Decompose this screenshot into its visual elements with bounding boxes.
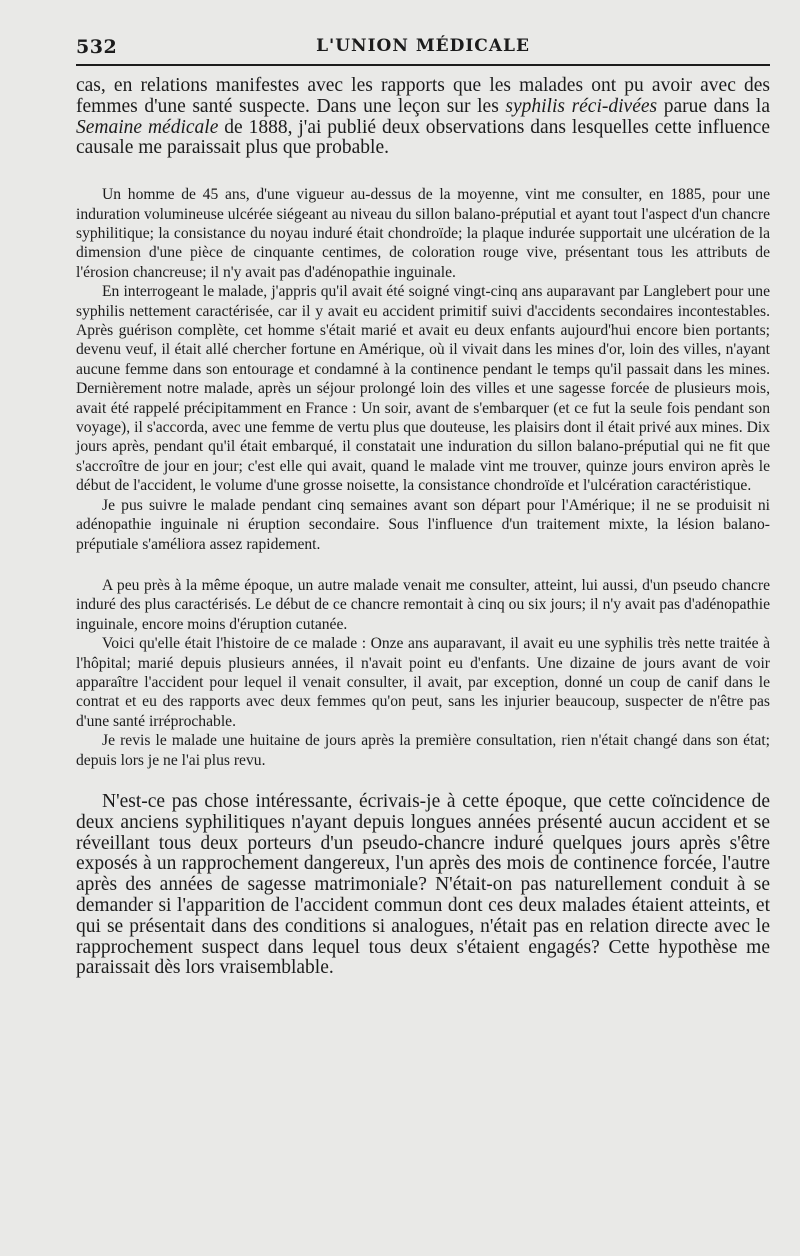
intro-paragraph: [76, 76, 770, 159]
conclusion-paragraph: N'est-ce pas chose intéressante, écrivais-je à cette époque, que cette coïncidence de deux anciens syphilitiques n'ayant depuis longues années présenté aucun accident et se réveillant tous deux porteurs d'un pseudo-chancre induré quelques jours après s'être exposés à un rapprochement dangereux, l'un après des mois de continence forcée, l'autre après des années de sagesse matrimoniale? N'était-on pas naturellement conduit à se demander si l'apparition de l'accident commun dont ces deux malades étaient atteints, et qui se présentait dans des conditions si analogues, n'était pas en relation directe avec le rapprochement suspect dans lequel tous deux s'étaient engagés? Cette hypothèse me paraissait dès lors vraisemblable.: [76, 790, 770, 979]
page-header: [76, 30, 770, 64]
case2-paragraph-2: Voici qu'elle était l'histoire de ce malade : Onze ans auparavant, il avait eu une syphilis très nette traitée à l'hôpital; marié depuis plusieurs années, il n'avait point eu d'enfants. Une dizaine de jours avant de voir apparaître l'accident pour lequel il venait consulter, il avait, par exception, donné un coup de canif dans le contrat et eu des rapports avec deux femmes qu'on peut, sans les injurier beaucoup, suspecter de n'être pas d'une santé irréprochable.: [76, 635, 770, 730]
intro-italic-title-2: Semaine médicale: [76, 116, 219, 138]
case1-paragraph-2: En interrogeant le malade, j'appris qu'il avait été soigné vingt-cinq ans auparavant par Langlebert pour une syphilis nettement caractérisée, car il y avait eu accident primitif suivi d'accidents secondaires incontestables. Après guérison complète, cet homme s'était marié et avait eu deux enfants aujourd'hui encore bien portants; devenu veuf, il était allé chercher fortune en Amérique, où il vivait dans les mines d'or, loin des villes, n'ayant aucune femme dans son entourage et condamné à la continence pendant le temps qu'il passait dans les mines. Dernièrement notre malade, après un séjour prolongé loin des villes et une sagesse forcée de plusieurs mois, avait été rappelé précipitamment en France : Un soir, avant de s'embarquer (et ce fut la seule fois pendant son voyage), il s'accorda, avec une femme de vertu plus que douteuse, les plaisirs dont il était privé aux mines. Dix jours après, pendant qu'il était embarqué, il constatait une induration du sillon balano-préputial qui ne fit que s'accroître de jour en jour; c'est elle qui avait, quand le malade vint me trouver, quinze jours environ après le début de l'accident, le volume d'une grosse noisette, la consistance chondroïde et l'ulcération caractéristique.: [76, 283, 770, 495]
intro-italic-title-1: syphilis réci-divées: [505, 95, 658, 117]
case1-paragraph-1: Un homme de 45 ans, d'une vigueur au-dessus de la moyenne, vint me consulter, en 1885, pour une induration volumineuse ulcérée siégeant au niveau du sillon balano-préputial et ayant tout l'aspect d'un chancre syphilitique; la consistance du noyau induré était chondroïde; la plaque indurée supportait une ulcération de la dimension d'une pièce de cinquante centimes, de coloration rouge vive, présentant tous les attributs de l'érosion chancreuse; il n'y avait pas d'adénopathie inguinale.: [76, 186, 770, 281]
running-title: L'UNION MÉDICALE: [316, 36, 530, 56]
intro-text-1: cas, en relations manifestes avec les rapports que les malades ont pu avoir avec des femmes d'une santé suspecte. Dans une leçon sur les: [76, 75, 770, 117]
case2-paragraph-1: A peu près à la même époque, un autre malade venait me consulter, atteint, lui aussi, d'un pseudo chancre induré des plus caractérisés. Le début de ce chancre remontait à cinq ou six jours; il n'y avait pas d'adénopathie inguinale, encore moins d'éruption cutanée.: [76, 576, 770, 633]
header-rule: [76, 64, 770, 66]
page-number: 532: [76, 36, 118, 58]
intro-text-2: parue dans la: [657, 95, 770, 117]
intro-text-3: de 1888, j'ai publié deux observations dans lesquelles cette influence causale me paraissait plus que probable.: [76, 116, 770, 159]
case1-paragraph-3: Je pus suivre le malade pendant cinq semaines avant son départ pour l'Amérique; il ne se produisit ni adénopathie inguinale ni éruption secondaire. Sous l'influence d'un traitement mixte, la lésion balano-préputiale s'améliora assez rapidement.: [76, 496, 770, 553]
case2-paragraph-3: Je revis le malade une huitaine de jours après la première consultation, rien n'était changé dans son état; depuis lors je ne l'ai plus revu.: [76, 732, 770, 769]
